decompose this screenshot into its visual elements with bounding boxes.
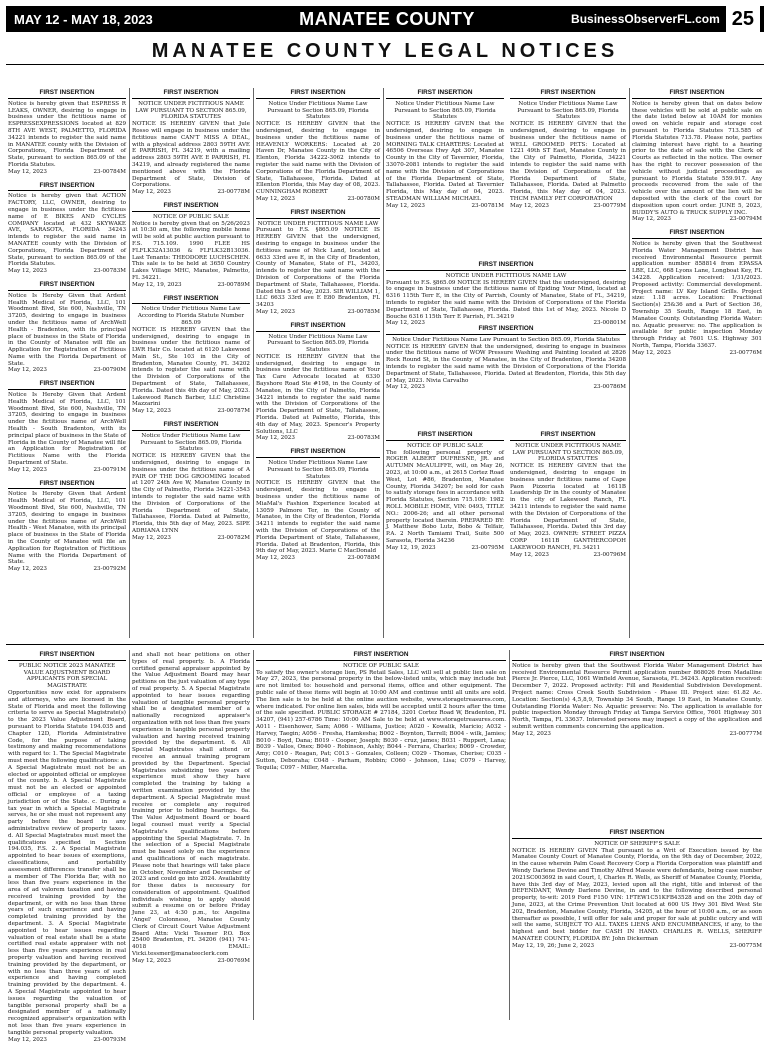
notice-header: FIRST INSERTION bbox=[510, 432, 626, 441]
notice-date: May 12, 2023 bbox=[632, 349, 671, 356]
notice-header: FIRST INSERTION bbox=[256, 652, 506, 661]
notice-subheader: Notice Under Fictitious Name Law Pursuant to Section 865.09, Florida Statutes bbox=[517, 100, 619, 121]
legal-notice bbox=[256, 449, 380, 562]
title-rule bbox=[6, 64, 764, 65]
legal-notice bbox=[132, 90, 250, 196]
notice-header: FIRST INSERTION bbox=[386, 432, 504, 441]
notice-code: 23-00786M bbox=[593, 384, 626, 391]
legal-notice bbox=[386, 326, 626, 391]
notice-code: 23-00776M bbox=[729, 349, 762, 356]
wide-block-5 bbox=[512, 830, 762, 1020]
notice-header: FIRST INSERTION bbox=[632, 230, 762, 239]
notice-header: FIRST INSERTION bbox=[510, 90, 626, 99]
notice-header: FIRST INSERTION bbox=[132, 203, 250, 212]
notice-header: FIRST INSERTION bbox=[8, 381, 126, 390]
notice-subheader: PUBLIC NOTICE 2023 MANATEE VALUE ADJUSTMENT BOARD APPLICANTS FOR SPECIAL MAGISTRATE bbox=[18, 662, 116, 690]
notice-body: Notice is hereby given that ESPRESS R LEAKS, OWNER, desiring to engage in business under the fictitious name of ESPRESSEXPRESSIONS located at 829 8TH AVE WEST, PALMETTO, FLORIDA 34221 intends to register the said name in MANATEE county with the Division of Corporations, Florida Department of State, pursuant to section 865.09 of the Florida Statutes. bbox=[8, 100, 126, 168]
notice-code: 23-00801M bbox=[593, 320, 626, 327]
notice-code: 23-00795M bbox=[471, 544, 504, 551]
legal-notice bbox=[632, 90, 762, 223]
legal-notice bbox=[386, 262, 626, 327]
notice-date: May 12, 2023 bbox=[8, 466, 47, 473]
notice-date: May 12, 2023 bbox=[256, 435, 295, 442]
notice-body: Notice Is Hereby Given that Ardent Health Medical of Florida, LLC, 101 Woodmont Blvd, Ste 600, Nashville, TN 37205, desiring to engage in business under the fictitious name of ArchWell Health - West Manatee, with its principal place of business in the State of Florida in the County of Manatee will file an Application for Registration of Fictitious Name with the Florida Department of State. bbox=[8, 491, 126, 566]
notice-header: FIRST INSERTION bbox=[632, 90, 762, 99]
notice-footer bbox=[132, 958, 250, 965]
notice-body: NOTICE IS HEREBY GIVEN that the undersigned, desiring to engage in business under the fictitious name of Your Tax Care Advocate located at 6330 Bayshore Road Ste #198, in the County of Manatee, in the City of Palmetto, Florida 34221 intends to register the said name with the Division of Corporations of the Florida Department of State, Tallahassee, Florida. Dated at Palmetto, Florida, this 4th day of May, 2023. Spencer's Property Solutions, LLC bbox=[256, 353, 380, 435]
notice-body: and shall not hear petitions on other types of real property. b. A Florida certified general appraiser appointed by the Value Adjustment Board may hear petitions on the just valuation of any type of real property. 5. A Special Magistrate appointed to hear issues regarding valuation of tangible personal property shall be a designated member of a nationally recognized appraiser's organization with not less than five years experience in tangible personal property valuation and having received training provided by the department. 6. All Special Magistrates shall attend or receive an annual training program provided by the Department. Special Magistrates subsidizing two years of experience must show they have completed the training by taking a written examination provided by the department. A Special Magistrate must receive or complete any required training prior to holding hearings. 6a. The Value Adjustment Board or board legal counsel must verify a Special Magistrate's qualifications before appointing the Special Magistrate. 7. In the selection of a Special Magistrate must be based solely on the experience and qualifications of each magistrate. Please note that hearings will take place in October, November and December of 2023 and could go into 2024. Availability for these dates is necessary for consideration of appointment. Qualified individuals wishing to apply should submit a resume on or before Friday June 23, at 4:30 p.m., to: Angelina 'Angel' Colonneso, Manatee County Clerk of Circuit Court Value Adjustment Board Attn: Vicki Tessmer P.O. Box 25400 Bradenton, FL 34206 (941) 741-4018 EMAIL: Vicki.tessmer@manateeclerk.com bbox=[132, 652, 250, 958]
notice-footer bbox=[256, 309, 380, 316]
notice-footer bbox=[8, 169, 126, 176]
notice-code: 23-00780M bbox=[347, 195, 380, 202]
notice-header: FIRST INSERTION bbox=[256, 90, 380, 99]
notice-body: NOTICE IS HEREBY GIVEN That pursuant to a Writ of Execution issued by the Manatee County Court of Manatee County, Florida, on the 9th day of December, 2022, in the cause wherein Palm Coast Recovery Corp a Florida Corporation was plaintiff and Wendy Darlene Devine and Timothy Alfred Massie were defendants, being case number 2021SC003692 in said Court, I, Charles R. Wells, as Sheriff of Manatee County, Florida, have this 3rd day of May, 2023, levied upon all the right, title and interest of the DEFENDANT, Wendy Darlene Devine, in and to the following described personal property, to-wit: 2019 Ford F150 VIN: 1FTEW1C51KFB43528 and on the 20th day of June, 2023, at the Crime Prevention Unit located at 600 US Hwy 301 Blvd West Ste 202, Bradenton, Manatee County, Florida, 34205, at the hour of 10:00 a.m., or as soon thereafter as possible, I will offer for sale and proper for sale at public outcry and will sell the same, SUBJECT TO ALL TAXES LIENS AND ENCUMBRANCES, if any, to the highest and best bidder for CASH IN HAND. CHARLES R. WELLS, SHERIFF MANATEE COUNTY, FLORIDA BY: John Dickerman bbox=[512, 847, 762, 942]
notice-header: FIRST INSERTION bbox=[8, 481, 126, 490]
legal-notice bbox=[512, 652, 762, 738]
legal-notice bbox=[8, 481, 126, 573]
column-3 bbox=[256, 90, 380, 638]
notice-footer bbox=[632, 216, 762, 223]
notice-header: FIRST INSERTION bbox=[132, 422, 250, 431]
notice-subheader: Notice Under Fictitious Name Law Pursuant to Section 865.09, Florida Statutes bbox=[394, 100, 496, 121]
divider bbox=[129, 88, 130, 638]
notice-body: Notice Is Hereby Given that Ardent Health Medical of Florida, LLC, 101 Woodmont Blvd, Ste 600, Nashville, TN 37205, desiring to engage in business under the fictitious name of ArchWell Health - Bradenton, with its principal place of business in the State of Florida in the County of Manatee will file an Application for Registration of Fictitious Name with the Florida Department of State. bbox=[8, 292, 126, 367]
notice-date: May 12, 2023 bbox=[510, 202, 549, 209]
paper-name: MANATEE COUNTY bbox=[299, 8, 475, 29]
notice-date: May 12, 2023 bbox=[132, 957, 171, 964]
notice-code: 23-00775M bbox=[729, 942, 762, 949]
notice-header: FIRST INSERTION bbox=[8, 282, 126, 291]
notice-code: 23-00796M bbox=[593, 551, 626, 558]
notice-footer bbox=[132, 189, 250, 196]
notice-footer bbox=[386, 384, 626, 391]
notice-date: May 12, 2023 bbox=[8, 367, 47, 374]
notice-footer bbox=[256, 435, 380, 442]
notice-code: 23-00793M bbox=[93, 1036, 126, 1043]
column-6 bbox=[632, 90, 762, 638]
column-b1 bbox=[8, 651, 126, 1043]
notice-body: Opportunities now exist for appraisers and attorneys, who are licensed in the State of Florida and meet the following criteria to serve as Special Magistrate(s) to the 2023 Value Adjustment Board, pursuant to Florida Statute 194.035 and Chapter 12D, Florida Administrative Code, for the purpose of taking testimony and making recommendations with regard to: 1. The Special Magistrate must meet the following qualifications: a. A Special Magistrate must not be an elected or appointed official or employee of the county. b. A Special Magistrate must not be an elected or appointed official or employee of a taxing jurisdiction or of the State. c. During a tax year in which a Special Magistrate serves, he or she must not represent any party before the board in any administrative review of property taxes. d. All Special Magistrates must meet the qualifications specified in Section 194.035, F.S. 2. A Special Magistrate appointed to hear issues of exemptions, classifications, and portability assessment differences transfer shall be a member of The Florida Bar, with no less than five years experience in the area of ad valorem taxation and having received training provided by the department, or with no less than three years of such experience and having completed training provided by the department. 3. A Special Magistrate appointed to hear issues regarding valuation of real estate shall be a state certified real estate appraiser with not less than five years experience in real property valuation and having received training provided by the department, or with no less than three years of such experience and having completed training provided by the department. 4. A Special Magistrate appointed to hear issues regarding the valuation of tangible personal property shall be a designated member of a nationally recognized appraiser's organization with not less than five years experience in tangible personal property valuation. bbox=[8, 689, 126, 1036]
column-4b bbox=[386, 432, 504, 638]
notice-footer bbox=[8, 566, 126, 573]
legal-notice bbox=[256, 210, 380, 316]
notice-subheader: NOTICE UNDER FICTITIOUS NAME LAW PURSUANT TO SECTION 865.09, FLORIDA STATUTES bbox=[135, 100, 247, 121]
notice-subheader: NOTICE UNDER FICTITIOUS NAME LAW bbox=[445, 272, 567, 279]
notice-body: NOTICE IS HEREBY GIVEN that the undersigned, desiring to engage in business under the fictitious name of WELL GROOMED PETS: Located at 1221 49th ST East, Manatee County in the City of Palmetto, Florida, 34221 intends to register the said name with the Division of Corporations of the Florida Department of State, Tallahassee, Florida. Dated at Palmetto Florida, this May day of 04, 2023. THCM FAMILY PET CORPORATION bbox=[510, 121, 626, 202]
notice-date: May 12, 2023 bbox=[386, 320, 425, 327]
notice-footer bbox=[512, 731, 762, 738]
notice-subheader: NOTICE UNDER FICTITIOUS NAME LAW bbox=[257, 220, 379, 227]
notice-body: Notice is hereby given that on 5/26/2023 at 10:30 am, the following mobile home will be sold at public auction pursuant to F.S. 715.109. 1990 FLEE HS FLFLK32A13036 & FLFLK32B13036. Last Tenants: THEODORE LUCHSCHEN. This sale is to be held at 3650 Country Lakes Village MHC, Manatee, Palmetto, FL 34221. bbox=[132, 220, 250, 281]
page-number: 25 bbox=[726, 6, 760, 32]
notice-code: 23-00784M bbox=[93, 168, 126, 175]
column-1 bbox=[8, 90, 126, 638]
legal-notice bbox=[8, 282, 126, 374]
notice-footer bbox=[132, 408, 250, 415]
legal-notice bbox=[8, 381, 126, 473]
notice-date: May 12, 2023 bbox=[386, 202, 425, 209]
notice-code: 23-00785M bbox=[347, 308, 380, 315]
notice-body: Notice is hereby given that the Southwest Florida Water Management District has received Environmental Resource Permit application number 868026 from Madalline Pierce Jr. Pierce, LLC, 1061 Winfield Avenue, Sarasota, FL 34243. Application received: December 7, 2022. Proposed activity: Fill and Residential Subdivision Development. Project name: Cross Creek South Subdivision - Phase III. Project size: 61.82 Ac. Location: Section(s) 4,5,8,9, Township 34 South, Range 19 East, in Manatee County. Outstanding Florida Water: No. Aquatic preserve: No. The application is available for public inspection Monday through Friday at Tampa Service Office, 7601 Highway 301 North, Tampa, FL 33637. Interested persons may inspect a copy of the application and submit written comments concerning the application. bbox=[512, 662, 762, 730]
notice-header: FIRST INSERTION bbox=[8, 183, 126, 192]
notice-code: 23-00791M bbox=[93, 466, 126, 473]
notice-header: FIRST INSERTION bbox=[386, 262, 626, 271]
divider bbox=[383, 88, 384, 638]
notice-subheader: NOTICE OF SHERIFF'S SALE bbox=[594, 840, 680, 847]
legal-notice bbox=[8, 90, 126, 176]
notice-date: May 12, 2023 bbox=[632, 216, 671, 223]
notice-date: May 12, 2023 bbox=[256, 555, 295, 562]
legal-notice bbox=[132, 652, 250, 965]
notice-subheader: Notice Under Fictitious Name Law Pursuant to Section 865.09, Florida Statutes bbox=[392, 336, 620, 343]
notice-header: FIRST INSERTION bbox=[132, 296, 250, 305]
notice-footer bbox=[8, 268, 126, 275]
notice-body: NOTICE IS HEREBY GIVEN that Jule Rosso will engage in business under the fictitious name CAN'T MISS A DEAL, with a physical address 2803 59TH AVE E PARRISH, FL 34219, with a mailing address 2803 59TH AVE E PARRISH, FL 34219, and already registered the name mentioned above with the Florida Department of State, Division of Corporations. bbox=[132, 121, 250, 189]
legal-notice bbox=[510, 432, 626, 558]
notice-body: NOTICE IS HEREBY GIVEN that the undersigned, desiring to engage in business under the fictitious name of MORNING TALK CHARTERS: Located at 46506 Overseas Hwy Apt 307, Manatee County in the City of Tavernier, Florida, 33070-2081 intends to register the said name with the Division of Corporations of the Florida Department of State, Tallahassee, Florida. Dated at Tavernier Florida, this May day of 04, 2023. STEADMAN WILLIAM MICHAEL bbox=[386, 121, 504, 202]
notice-header: FIRST INSERTION bbox=[512, 652, 762, 661]
notice-code: 23-00792M bbox=[93, 566, 126, 573]
notice-date: May 12, 2023 bbox=[510, 551, 549, 558]
notice-footer bbox=[510, 203, 626, 210]
wide-block-2 bbox=[386, 326, 626, 418]
notice-body: Notice is hereby given that the Southwest Florida Water Management District has received Environmental Resource permit application number 858814 from EPASSA LBE, LLC, 668 Lyons Lane, Longboat Key, FL 34228. Application received: 1/31/2023. Proposed activity: Commercial development. Project name: LV Key Island Grills. Project size: 1.18 acres. Location: Fractional Section(s) 25&36 and a Part of Section 36, Township 35 South, Range 18 East, in Manatee County. Outstanding Florida Water: no. Aquatic preserve: no. The application is available for public inspection Monday through Friday at 7601 U.S. Highway 301 North, Tampa, Florida 33637. bbox=[632, 240, 762, 349]
legal-notice bbox=[510, 90, 626, 210]
notice-subheader: NOTICE OF PUBLIC SALE bbox=[407, 442, 483, 449]
legal-notice bbox=[8, 652, 126, 1043]
notice-date: May 12, 2023 bbox=[8, 268, 47, 275]
notice-body: NOTICE IS HEREBY GIVEN that the undersigned, desiring to engage in business under the fictitious name of MiaMal's Fashion Experience located at 13059 Palmore Ter, in the County of Manatee, in the City of Bradenton, Florida 34211 intends to register the said name with the Division of Corporations of the Florida Department of State, Tallahassee, Florida. Dated at Bradenton, Florida, this 9th day of May, 2023. Marie C MacDonald bbox=[256, 480, 380, 555]
notice-body: Pursuant to F.S. §865.09 NOTICE IS HEREBY GIVEN that the undersigned, desiring to engage in business under the fictitious name of Epiding Your Mind, located at 6316 115th Terr E, in the City of Parrish, County of Manatee, State of FL, 34219, intends to register the said name with the Division of Corporations of the Florida Department of State, Tallahassee, Florida. Dated this 1st of May, 2023. Nicole D Bouche 6316 115th Terr E Parrish, FL 34219 bbox=[386, 279, 626, 320]
column-5 bbox=[510, 90, 626, 263]
column-5b bbox=[510, 432, 626, 638]
notice-footer bbox=[8, 467, 126, 474]
notice-body: NOTICE IS HEREBY GIVEN that the undersigned, desiring to engage in business under the fictitious name of HEAVENLY WORKERS: Located at 20 Haven Dr, Manatee County in the City of Elenton, Florida 34222-3062 intends to register the said name with the Division of Corporations of the Florida Department of State, Tallahassee, Florida. Dated at Ellenton Florida, this May day of 08, 2023. CUNNINGHAM ROBERT bbox=[256, 121, 380, 196]
column-2 bbox=[132, 90, 250, 638]
notice-body: NOTICE IS HEREBY GIVEN that the undersigned, desiring to engage in business under the fictitious name of LWR Hair Co. located at 6120 Lakewood Main St., Ste 103 in the City of Bradenton, Manatee County, FL 34202 intends to register the said name with the Division of Corporations of the Department of State, Tallahassee, Florida. Dated this 4th day of May, 2023. Lakewood Ranch Barber, LLC Christine Mazzarini bbox=[132, 326, 250, 408]
notice-date: May 12, 2023 bbox=[512, 730, 551, 737]
notice-subheader: Notice Under Fictitious Name Law According to Florida Statute Number 865.09 bbox=[137, 306, 245, 326]
legal-notice bbox=[132, 203, 250, 289]
notice-code: 23-00769M bbox=[217, 957, 250, 964]
wide-block-3 bbox=[256, 652, 506, 1020]
notice-body: The following personal property of ROGER ALBERT DUFRESNE, JR. and AUTUMN McAULIFFE, will, on May 26, 2023, at 10:00 a.m., at 2615 Cortez Road West, Lot #86, Bradenton, Manatee County, Florida 34207; be sold for cash to satisfy storage fees in accordance with Florida Statutes, Section 715.109: 1982 ROLL MOBILE HOME, VIN: 0493, TITLE NO.: 2006-26; and all other personal property located therein. PREPARED BY: J. Matthew Bobo Lutz, Bobo & Telfair, P.A. 2 North Tamiami Trail, Suite 500 Sarasota, Florida 34236 bbox=[386, 449, 504, 544]
legal-notice bbox=[256, 90, 380, 203]
notice-date: May 12, 2023 bbox=[8, 566, 47, 573]
column-b2 bbox=[132, 652, 250, 1020]
notice-date: May 12, 2023 bbox=[132, 408, 171, 415]
notice-footer bbox=[256, 555, 380, 562]
legal-notice bbox=[512, 830, 762, 950]
notice-code: 23-00790M bbox=[93, 367, 126, 374]
notice-subheader: Notice Under Fictitious Name Law Pursuant to Section 865.09, Florida Statutes bbox=[267, 460, 369, 480]
notice-body: Pursuant to F.S. §865.09 NOTICE IS HEREBY GIVEN that the undersigned, desiring to engage in business under the fictitious name of Nick Land, located at 6633 33rd ave E, in the City of Bradenton, County of Manatee, State of FL, 34203, intends to register the said name with the Division of Corporations of the Florida Department of State, Tallahassee, Florida. Dated this 5 of May, 2023. SIR WILLIAM 1, LLC 6633 33rd ave E E80 Bradenton, FL 34203 bbox=[256, 227, 380, 309]
divider bbox=[253, 650, 254, 1020]
notice-date: May 12, 19, 2023 bbox=[132, 281, 182, 288]
notice-subheader: Notice Under Fictitious Name Law Pursuant to Section 865.09, Florida Statutes bbox=[267, 100, 369, 121]
divider bbox=[253, 88, 254, 638]
notice-header: FIRST INSERTION bbox=[8, 90, 126, 99]
issue-dates: MAY 12 - MAY 18, 2023 bbox=[14, 11, 153, 27]
notice-header: FIRST INSERTION bbox=[256, 323, 380, 332]
notice-date: May 12, 2023 bbox=[132, 189, 171, 196]
notice-body: NOTICE IS HEREBY GIVEN that the undersigned, desiring to engage in business under the fictitious name of A FAIR OF THE DOG GROOMING located at 1207 24th Ave W, Manatee County in the City of Palmetto, Florida 34221-3543 intends to register the said name with the Division of Corporations of the Florida Department of State, Tallahassee, Florida. Dated at Palmetto, Florida, this 5th day of May, 2023. SIPE ADRIANA LYNN bbox=[132, 453, 250, 535]
wide-block-4 bbox=[512, 652, 762, 824]
page-title: MANATEE COUNTY LEGAL NOTICES bbox=[151, 40, 619, 62]
notice-date: May 12, 2023 bbox=[256, 195, 295, 202]
notice-header: FIRST INSERTION bbox=[512, 830, 762, 839]
site-link[interactable]: BusinessObserverFL.com bbox=[571, 12, 720, 26]
notice-subheader: Notice Under Fictitious Name Law Pursuant to Section 865.09, Florida Statutes bbox=[267, 333, 369, 354]
legal-notice bbox=[8, 183, 126, 275]
notice-header: FIRST INSERTION bbox=[386, 326, 626, 335]
wide-block-1 bbox=[386, 261, 626, 327]
notice-header: FIRST INSERTION bbox=[8, 652, 126, 661]
notice-subheader: NOTICE UNDER FICTITIOUS NAME LAW PURSUANT TO SECTION 865.09, FLORIDA STATUTES bbox=[512, 442, 624, 463]
notice-date: May 12, 2023 bbox=[132, 534, 171, 541]
notice-code: 23-00794M bbox=[729, 216, 762, 223]
divider bbox=[129, 650, 130, 1020]
legal-notice bbox=[256, 323, 380, 443]
notice-subheader: NOTICE OF PUBLIC SALE bbox=[343, 662, 419, 669]
notice-code: 23-00782M bbox=[217, 534, 250, 541]
notice-date: May 12, 19, 26; June 2, 2023 bbox=[512, 942, 595, 949]
notice-header: FIRST INSERTION bbox=[256, 210, 380, 219]
notice-date: May 12, 2023 bbox=[8, 168, 47, 175]
notice-date: May 12, 2023 bbox=[8, 1036, 47, 1043]
notice-body: Notice Is Hereby Given that Ardent Health Medical of Florida, LLC, 101 Woodmont Blvd, Ste 600, Nashville, TN 37205, desiring to engage in business under the fictitious name of ArchWell Health - South Bradenton, with its principal place of business in the State of Florida in the County of Manatee will file an Application for Registration of Fictitious Name with the Florida Department of State. bbox=[8, 392, 126, 467]
notice-body: NOTICE IS HEREBY GIVEN that the undersigned, desiring to engage in business under the fictitious name of WOW Pressure Washing and Painting located at 2826 Rock Round St, in the County of Manatee, in the City of Bradenton, Florida 34208 intends to register the said name with the Division of Corporations of the Florida Department of State, Tallahassee, Florida. Dated at Bradenton, Florida, this 5th day of May, 2023. Nivia Carvalho bbox=[386, 343, 626, 384]
notice-footer bbox=[8, 367, 126, 374]
notice-body: NOTICE IS HEREBY GIVEN that the undersigned, desiring to engage in business under fictitious name of Cape Paon Pizzeria located at 1611B Leadership Dr in the county of Manatee in the city of Lakewood Ranch, FL 34211 intends to register the said name with the Division of Corporations of the Florida Department of State, Tallahassee, Florida. Dated this 3rd day of May, 2023. OWNER: STREET PIZZA CORP 1611B GANTHERCOPOH LAKEWOOD RANCH, FL 34211 bbox=[510, 463, 626, 551]
notice-subheader: Notice Under Fictitious Name Law Pursuant to Section 865.09, Florida Statutes bbox=[140, 432, 242, 453]
legal-notice bbox=[132, 296, 250, 416]
masthead bbox=[6, 6, 764, 32]
notice-footer bbox=[132, 535, 250, 542]
notice-code: 23-00778M bbox=[217, 189, 250, 196]
notice-footer bbox=[256, 196, 380, 203]
notice-date: May 12, 2023 bbox=[256, 308, 295, 315]
notice-code: 23-00788M bbox=[347, 555, 380, 562]
legal-notice bbox=[132, 422, 250, 542]
notice-code: 23-00783M bbox=[93, 268, 126, 275]
legal-notice bbox=[386, 432, 504, 552]
notice-date: May 12, 2023 bbox=[386, 384, 425, 391]
section-rule bbox=[6, 644, 764, 645]
notice-body: To satisfy the owner's storage lien, PS Retail Sales, LLC will sell at public lien sale on May 27, 2023, the personal property in the below-listed units, which may include but are not limited to: household and personal items, office and other equipment. The public sale of these items will begin at 10:00 AM and continue until all units are sold. The lien sale is to be held at the online auction website, www.storagetreasures.com, where indicated. For online lien sales, bids will be accepted until 2 hours after the time of the sale specified. PUBLIC STORAGE # 27184, 3201 Cortez Road W, Bradenton, FL 34207, (941) 257-6786 Time: 10:00 AM Sale to be held at www.storagetreasures.com. A011 - Eisenhower, Sam; A066 - Williams, Justice; A020 - Kowalik, Maricio; A032 - Harvey, Taegin; A056 - Fresha, Hamkesha; B002 - Boynton, Tarrell; B004 - wilk, Jamies; B010 - Boyd, Dana; B019 - Cooper, Joseph; B030 - cruz, james; B031 - Ruppert, Lana; B039 - Vallos, Onex; B040 - Robinson, Ashly; B044 - Ferrara, Charles; B069 - Crowder, Amy; C010 - Reagan, Pat; C013 - Gonzales, Colleen; C029 - Thomas, Cherise; C035 - Sutton, Deboraha; C048 - Parham, Robbin; C060 - Johnson, Lisa; C079 - Harvey, Tequila; C097 - Miller, Marcelia. bbox=[256, 669, 506, 771]
notice-footer bbox=[386, 203, 504, 210]
notice-subheader: NOTICE OF PUBLIC SALE bbox=[153, 213, 229, 220]
notice-header: FIRST INSERTION bbox=[386, 90, 504, 99]
notice-code: 23-00777M bbox=[729, 730, 762, 737]
legal-notice bbox=[632, 230, 762, 356]
legal-notice bbox=[256, 652, 506, 772]
notice-header: FIRST INSERTION bbox=[132, 90, 250, 99]
divider bbox=[509, 650, 510, 1020]
notice-footer bbox=[510, 552, 626, 559]
notice-body: Notice is hereby given that on dates below these vehicles will be sold at public sale on the date listed below at 10AM for monies owed on vehicle repair and storage cost pursuant to Florida Statutes 713.585 of Florida Statutes 713.78. Please note, parties claiming interest have right to a hearing prior to the date of sale with the Clerk of Courts as reflected in the notice. The owner has the right to recover possession of the vehicle without judicial proceedings as pursuant to Florida Statute 559.917. Any proceeds recovered from the sale of the vehicle over the amount of the lien will be deposited with the clerk of the court for disposition upon court order. JUNE 5, 2023, BUDDY'S AUTO & TRUCK SUPPLY INC. bbox=[632, 100, 762, 216]
notice-footer bbox=[132, 282, 250, 289]
notice-code: 23-00787M bbox=[217, 408, 250, 415]
notice-footer bbox=[512, 943, 762, 950]
notice-footer bbox=[386, 545, 504, 552]
notice-code: 23-00783M bbox=[347, 435, 380, 442]
legal-notice bbox=[386, 90, 504, 210]
notice-body: Notice is hereby given that ACTION FACTORY, LLC, OWNER, desiring to engage in business under the fictitious name of E BIKES AND CYCLES COMPANY located at 432 SKYWAKE AVE, SARASOTA, FLORIDA 34243 intends to register the said name in MANATEE county with the Division of Corporations, Florida Department of State, pursuant to section 865.09 of the Florida Statutes. bbox=[8, 193, 126, 268]
column-4 bbox=[386, 90, 504, 263]
notice-code: 23-00779M bbox=[593, 202, 626, 209]
notice-date: May 12, 19, 2023 bbox=[386, 544, 436, 551]
divider bbox=[629, 88, 630, 638]
notice-code: 23-00781M bbox=[471, 202, 504, 209]
notice-footer bbox=[632, 350, 762, 357]
notice-code: 23-00789M bbox=[217, 281, 250, 288]
notice-header: FIRST INSERTION bbox=[256, 449, 380, 458]
notice-footer bbox=[8, 1037, 126, 1043]
